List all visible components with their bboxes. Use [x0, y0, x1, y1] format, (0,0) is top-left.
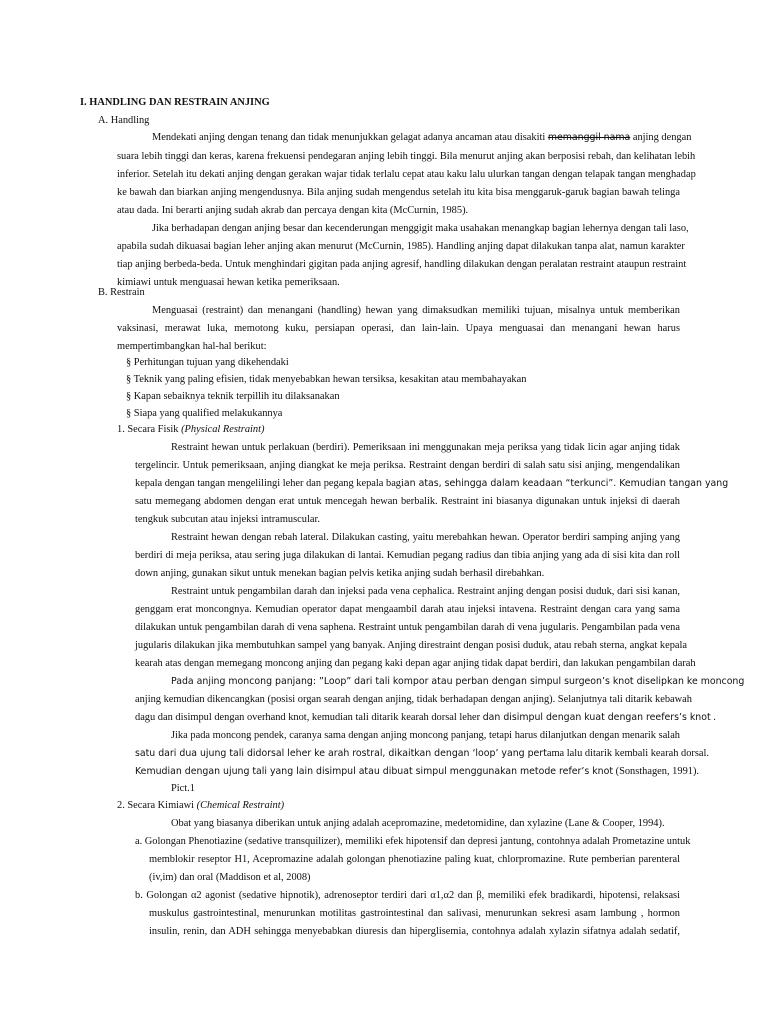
bullet-item: § Teknik yang paling efisien, tidak menyebabkan hewan tersiksa, kesakitan atau membahayakan: [126, 374, 527, 385]
bullet-item: § Siapa yang qualified melakukannya: [126, 408, 283, 419]
paragraph-line: dagu dan disimpul dengan overhand knot, kemudian tali ditarik kearah dorsal leher dan disimpul dengan kuat dengan reefers’s knot .: [135, 712, 716, 723]
section-b-heading: B. Restrain: [98, 287, 145, 298]
paragraph-line: Restraint hewan untuk perlakuan (berdiri). Pemeriksaan ini menggunakan meja periksa yang tidak licin agar anjing tidak: [171, 442, 680, 453]
paragraph-line: anjing kemudian dikencangkan (posisi organ searah dengan anjing, tidak berhadapan dengan anjing). Selanjutnya tali ditarik kebawah: [135, 694, 692, 705]
paragraph-line: Mendekati anjing dengan tenang dan tidak menunjukkan gelagat adanya ancaman atau disakiti memanggil nama anjing dengan: [152, 132, 692, 143]
paragraph-line: Obat yang biasanya diberikan untuk anjing adalah acepromazine, medetomidine, dan xylazine (Lane & Cooper, 1994).: [171, 818, 665, 829]
paragraph-line: satu dari dua ujung tali didorsal leher ke arah rostral, dikaitkan dengan ‘loop’ yang pertama lalu ditarik kembali kearah dorsal.: [135, 748, 709, 759]
section-1-heading: 1. Secara Fisik (Physical Restraint): [117, 424, 265, 435]
paragraph-line: down anjing, gunakan sikut untuk menekan bagian pelvis ketika anjing sudah berhasil direbahkan.: [135, 568, 545, 579]
paragraph-line: Jika berhadapan dengan anjing besar dan kecenderungan menggigit maka usahakan menangkap bagian lehernya dengan tali laso,: [152, 223, 689, 234]
paragraph-line: satu memegang abdomen dengan erat untuk mencegah hewan berbalik. Restraint ini biasanya digunakan untuk injeksi di daerah: [135, 496, 680, 507]
paragraph-line: atau dada. Ini berarti anjing sudah akrab dan percaya dengan kita (McCurnin, 1985).: [117, 205, 469, 216]
paragraph-line: tengkuk subcutan atau injeksi intramuscular.: [135, 514, 320, 525]
paragraph-line: Jika pada moncong pendek, caranya sama dengan anjing moncong panjang, tetapi harus dilanjutkan dengan menarik salah: [171, 730, 680, 741]
paragraph-line: kimiawi untuk menguasai hewan ketika pemeriksaan.: [117, 277, 340, 288]
paragraph-line: kearah atas dengan memegang moncong anjing dan pegang kaki depan agar anjing tidak dapat berdiri, dan lakukan pengambilan darah: [135, 658, 696, 669]
paragraph-line: tergelincir. Untuk pemeriksaan, anjing diangkat ke meja periksa. Restraint dengan berdiri di salah satu sisi anjing, mengendalikan: [135, 460, 680, 471]
list-item-b-line: insulin, renin, dan ADH sehingga menyebabkan diuresis dan hiperglisemia, contohnya adalah xylazin sifatnya adalah sedatif,: [149, 926, 680, 937]
paragraph-line: dilakukan untuk pengambilan darah di vena saphena. Restraint untuk pengambilan darah di vena jugularis. Pengambilan pada vena: [135, 622, 680, 633]
paragraph-line: Restraint hewan dengan rebah lateral. Dilakukan casting, yaitu merebahkan hewan. Operator berdiri samping anjing yang: [171, 532, 680, 543]
paragraph-line: Kemudian dengan ujung tali yang lain disimpul atau dibuat simpul menggunakan metode refer’s knot (Sonsthagen, 1991).: [135, 766, 700, 777]
figure-reference: Pict.1: [171, 783, 195, 794]
list-item-a-line: memblokir reseptor H1, Acepromazine adalah golongan phenotiazine paling kuat, chlorpromazine. Rute pemberian parenteral: [149, 854, 680, 865]
paragraph-line: tiap anjing berbeda-beda. Untuk menghindari gigitan pada anjing agresif, handling dilakukan dengan peralatan restraint ataupun restraint: [117, 259, 687, 270]
paragraph-line: Menguasai (restraint) dan menangani (handling) hewan yang dimaksudkan memiliki tujuan, misalnya untuk memberikan: [152, 305, 680, 316]
section-a-heading: A. Handling: [98, 115, 150, 126]
paragraph-line: suara lebih tinggi dan keras, karena frekuensi pendegaran anjing lebih tinggi. Bila menurut anjing akan berposisi rebah, dan kelihatan lebih: [117, 151, 696, 162]
document-title: I. HANDLING DAN RESTRAIN ANJING: [80, 97, 270, 108]
paragraph-line: inferior. Setelah itu dekati anjing dengan gerakan wajar tidak terlalu cepat atau kaku lalu ulurkan tangan dengan telapak tangan menghadap: [117, 169, 696, 180]
bullet-item: § Kapan sebaiknya teknik terpillih itu dilaksanakan: [126, 391, 340, 402]
paragraph-line: kepala dengan tangan mengelilingi leher dan pegang kepala bagian atas, sehingga dalam keadaan “terkunci”. Kemudian tangan yang: [135, 478, 729, 489]
handwritten-insert: dan disimpul dengan kuat dengan reefers’s knot: [482, 712, 711, 723]
section-2-heading: 2. Secara Kimiawi (Chemical Restraint): [117, 800, 285, 811]
list-item-a-line: (iv,im) dan oral (Maddison et al, 2008): [149, 872, 311, 883]
handwritten-insert: satu dari dua ujung tali didorsal leher ke arah rostral, dikaitkan dengan ‘loop’ yang pert: [135, 748, 547, 759]
paragraph-line: berdiri di meja periksa, atau sering juga dilakukan di lantai. Kemudian pegang radius dan tibia anjing yang ada di sisi kita dan roll: [135, 550, 680, 561]
paragraph-line: Restraint untuk pengambilan darah dan injeksi pada vena cephalica. Restraint anjing dengan posisi duduk, dari sisi kanan,: [171, 586, 680, 597]
list-item-a-line: a. Golongan Phenotiazine (sedative transquilizer), memiliki efek hipotensif dan depresi jantung, contohnya adalah Prometazine untuk: [135, 836, 691, 847]
paragraph-line: ke bawah dan biarkan anjing mengendusnya. Bila anjing sudah mengendus setelah itu kita bisa menggaruk-garuk bagian bawah telinga: [117, 187, 680, 198]
paragraph-line: genggam erat moncongnya. Kemudian operator dapat mengaambil darah atau injeksi intavena. Restraint dengan cara yang sama: [135, 604, 680, 615]
handwritten-line: Pada anjing moncong panjang: ”Loop” dari tali kompor atau perban dengan simpul surgeon’s knot diselipkan ke moncong: [171, 676, 745, 687]
handwritten-insert: an atas, sehingga dalam keadaan “terkunci”. Kemudian tangan yang: [403, 478, 729, 489]
list-item-b-line: b. Golongan α2 agonist (sedative hipnotik), adrenoseptor terdiri dari α1,α2 dan β, memiliki efek bradikardi, hipotensi, relaksasi: [135, 890, 680, 901]
handwritten-insert: Kemudian dengan ujung tali yang lain disimpul atau dibuat simpul menggunakan metode refer’s knot: [135, 766, 614, 777]
paragraph-line: mempertimbangkan hal-hal berikut:: [117, 341, 267, 352]
bullet-item: § Perhitungan tujuan yang dikehendaki: [126, 357, 289, 368]
paragraph-line: apabila sudah dikuasai bagian leher anjing akan menurut (McCurnin, 1985). Handling anjing dapat dilakukan tanpa alat, namun karakter: [117, 241, 685, 252]
handwritten-insert: memanggil nama: [547, 132, 631, 143]
paragraph-line: vaksinasi, merawat luka, memotong kuku, persiapan operasi, dan lain-lain. Upaya menguasai dan menangani hewan harus: [117, 323, 680, 334]
list-item-b-line: muskulus gastrointestinal, menurunkan motilitas gastrointestinal dan salivasi, menurunkan sekresi asam lambung , hormon: [149, 908, 680, 919]
paragraph-line: jugularis dilakukan jika membutuhkan sampel yang banyak. Anjing direstraint dengan posisi duduk, atau rebah sterna, angkat kepala: [135, 640, 688, 651]
